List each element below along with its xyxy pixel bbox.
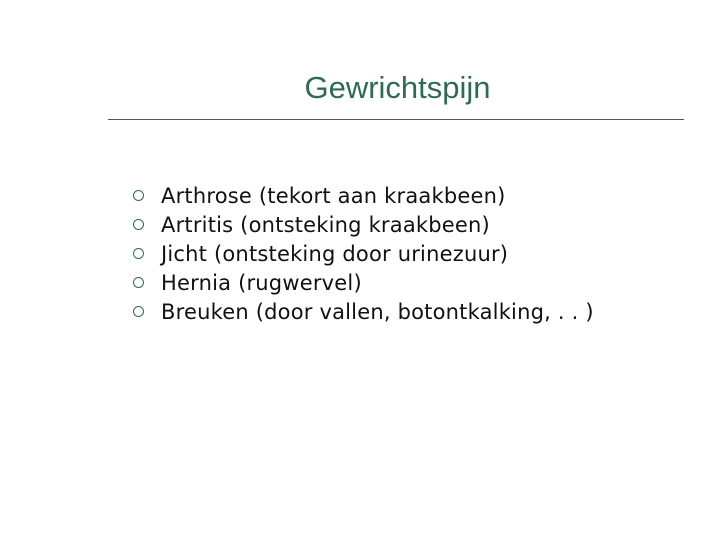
bullet-circle-icon [133,306,144,317]
bullet-text: Artritis (ontsteking kraakbeen) [161,212,490,237]
bullet-text: Jicht (ontsteking door urinezuur) [161,241,509,266]
bullet-circle-icon [133,190,144,201]
bullet-list [133,181,594,326]
slide-title: Gewrichtspijn [304,70,491,105]
bullet-circle-icon [133,219,144,230]
bullet-text: Hernia (rugwervel) [161,270,362,295]
bullet-item [133,239,594,268]
bullet-circle-icon [133,248,144,259]
bullet-text: Arthrose (tekort aan kraakbeen) [161,183,506,208]
bullet-item [133,297,594,326]
title-divider [108,119,684,120]
bullet-item [133,181,594,210]
bullet-item [133,210,594,239]
bullet-circle-icon [133,277,144,288]
bullet-item [133,268,594,297]
bullet-text: Breuken (door vallen, botontkalking, . . ) [161,299,594,324]
